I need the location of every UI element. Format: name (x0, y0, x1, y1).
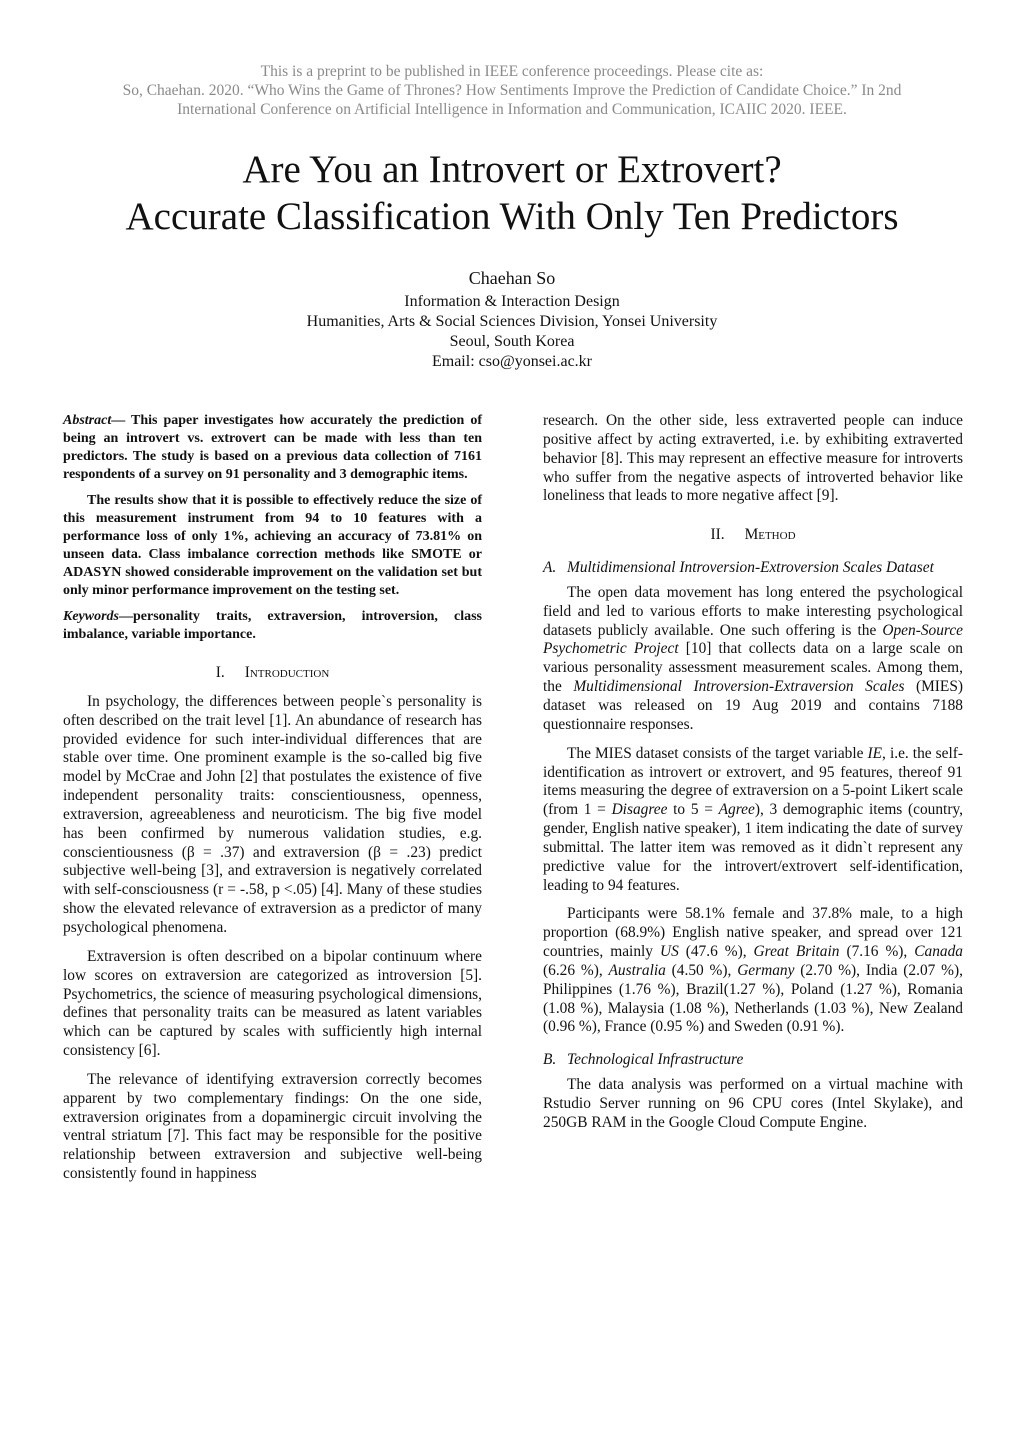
right-column (543, 412, 963, 1143)
abstract-paragraph-1 (63, 412, 482, 484)
intro-paragraph-3: The relevance of identifying extraversion correctly becomes apparent by two complementary findings: On the one side, extraversion originates from a dopaminergic circuit involving the ventral striatum [7]. This fact may be responsible for the positive relationship between extraversion and subjective well-being consistently found in happiness (63, 1070, 482, 1183)
author-affiliation-1: Information & Interaction Design (404, 293, 620, 310)
subsection-letter: B. (543, 1051, 557, 1069)
subsection-heading-infrastructure (543, 1051, 963, 1070)
section-title: Method (744, 526, 796, 544)
section-number: I. (215, 664, 225, 681)
subsection-title: Technological Infrastructure (567, 1051, 744, 1069)
preprint-line-3: International Conference on Artificial Intelligence in Information and Communication, ICAIIC 2020. IEEE. (177, 101, 847, 118)
left-column (63, 412, 482, 1194)
author-email: Email: cso@yonsei.ac.kr (431, 353, 593, 370)
author-block (100, 268, 924, 372)
section-heading-method (543, 526, 963, 545)
section-title: Introduction (244, 664, 330, 681)
intro-paragraph-2: Extraversion is often described on a bipolar continuum where low scores on extraversion are categorized as introversion [5]. Psychometrics, the science of measuring psychological dimensions, defines that personality traits can be measured as latent variables which can be captured by scales with sufficiently high internal consistency [6]. (63, 947, 482, 1060)
dataset-paragraph-1: The open data movement has long entered the psychological field and led to various efforts to make interesting psychological datasets publicly available. One such offering is the Open-Source Psychometric Project [10] that collects data on a large scale on various personality assessment measurement scales. Among them, the Multidimensional Introversion-Extraversion Scales (MIES) dataset was released on 19 Aug 2019 and contains 7188 questionnaire responses. (543, 583, 964, 733)
author-affiliation-2: Humanities, Arts & Social Sciences Division, Yonsei University (306, 313, 718, 330)
preprint-line-1: This is a preprint to be published in IEEE conference proceedings. Please cite as: (260, 63, 764, 80)
abstract-label: Abstract (63, 413, 112, 428)
intro-paragraph-3-continued: research. On the other side, less extraverted people can induce positive affect by acting extraverted, i.e. by exhibiting extraverted behavior [8]. This may represent an effective measure for introverts who suffer from the negative aspects of introverted behavior like loneliness that leads to more negative affect [9]. (543, 412, 963, 505)
abstract-text-1: — This paper investigates how accurately the prediction of being an introvert vs. extrovert can be made with less than ten predictors. The study is based on a previous data collection of 7161 respondents of a survey on 91 personality and 3 demographic items. (63, 413, 482, 482)
infrastructure-paragraph: The data analysis was performed on a virtual machine with Rstudio Server running on 96 CPU cores (Intel Skylake), and 250GB RAM in the Google Cloud Compute Engine. (543, 1076, 963, 1131)
keywords-label: Keywords (63, 609, 119, 624)
subsection-heading-dataset (543, 559, 963, 578)
dataset-paragraph-3: Participants were 58.1% female and 37.8% male, to a high proportion (68.9%) English native speaker, and spread over 121 countries, mainly US (47.6 %), Great Britain (7.16 %), Canada (6.26 %), Australia (4.50 %), Germany (2.70 %), India (2.07 %), Philippines (1.76 %), Brazil(1.27 %), Poland (1.27 %), Romania (1.08 %), Malaysia (1.08 %), Netherlands (1.03 %), New Zealand (0.96 %), France (0.95 %) and Sweden (0.91 %). (543, 905, 963, 1036)
subsection-letter: A. (543, 559, 557, 577)
keywords (63, 608, 482, 644)
preprint-notice (40, 62, 984, 119)
paper-title (40, 146, 984, 240)
author-location: Seoul, South Korea (449, 333, 575, 350)
subsection-title: Multidimensional Introversion-Extroversion Scales Dataset (567, 559, 934, 577)
abstract-paragraph-2: The results show that it is possible to effectively reduce the size of this measurement instrument from 94 to 10 features with a performance loss of only 1%, achieving an accuracy of 73.81% on unseen data. Class imbalance correction methods like SMOTE or ADASYN showed considerable improvement on the validation set but only minor performance improvement on the testing set. (63, 493, 482, 598)
author-name: Chaehan So (468, 268, 556, 288)
intro-paragraph-1: In psychology, the differences between people`s personality is often described on the trait level [1]. An abundance of research has provided evidence for such inter-individual differences that are stable over time. One prominent example is the so-called big five model by McCrae and John [2] that postulates the existence of five independent personality traits: conscientiousness, openness, extraversion, agreeableness and neuroticism. The big five model has been confirmed by numerous validation studies, e.g. conscientiousness (β = .37) and extraversion (β = .23) predict subjective well-being [3], and extraversion is negatively correlated with self-consciousness (r = -.58, p <.05) [4]. Many of these studies show the elevated relevance of extraversion as a predictor of many psychological phenomena. (63, 692, 482, 936)
title-line-2: Accurate Classification With Only Ten Predictors (125, 195, 899, 238)
keywords-text: —personality traits, extraversion, introversion, class imbalance, variable importance. (63, 609, 482, 642)
section-number: II. (710, 526, 725, 544)
section-heading-introduction (63, 664, 482, 683)
title-line-1: Are You an Introvert or Extrovert? (242, 148, 782, 191)
dataset-paragraph-2: The MIES dataset consists of the target variable IE, i.e. the self-identification as introvert or extrovert, and 95 features, thereof 91 items measuring the degree of extraversion on a 5-point Likert scale (from 1 = Disagree to 5 = Agree), 3 demographic items (country, gender, English native speaker), 1 item indicating the date of survey submittal. The latter item was removed as it didn`t represent any predictive value for the introvert/extrovert self-identification, leading to 94 features. (543, 744, 963, 894)
preprint-line-2: So, Chaehan. 2020. “Who Wins the Game of Thrones? How Sentiments Improve the Prediction of Candidate Choice.” In 2nd (122, 82, 902, 99)
